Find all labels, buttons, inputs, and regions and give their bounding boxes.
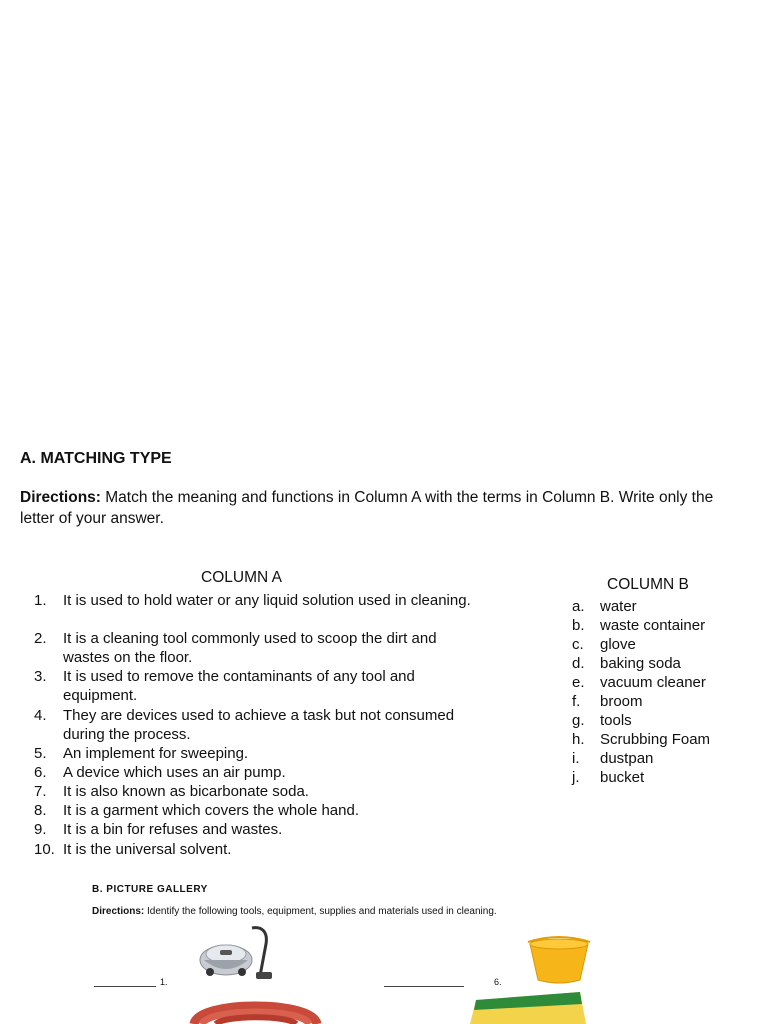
- column-b-item: [572, 673, 706, 692]
- hose-picture: [188, 994, 323, 1024]
- column-b-item: [572, 635, 636, 654]
- column-a-heading: COLUMN A: [201, 569, 282, 586]
- term-text: tools: [600, 712, 632, 729]
- scrubbing-foam-picture: [468, 990, 588, 1024]
- directions-text: Match the meaning and functions in Column A with the terms in Column B. Write only the letter of your answer.: [20, 489, 714, 527]
- term-text: Scrubbing Foam: [600, 731, 711, 748]
- answer-blank-6[interactable]: [384, 986, 464, 987]
- directions-label: Directions:: [20, 489, 101, 506]
- answer-blank-1[interactable]: [94, 986, 156, 987]
- column-b-item: [572, 654, 681, 673]
- item-text: It is used to remove the contaminants of any tool and equipment.: [63, 668, 415, 704]
- item-number: 5.: [34, 745, 47, 762]
- term-letter: g.: [572, 712, 585, 729]
- term-letter: a.: [572, 598, 585, 615]
- directions: [20, 487, 720, 529]
- term-text: water: [600, 598, 637, 615]
- item-text: They are devices used to achieve a task but not consumed during the process.: [63, 707, 455, 743]
- term-text: dustpan: [600, 750, 654, 767]
- term-letter: b.: [572, 617, 585, 634]
- column-a-item: [34, 782, 478, 801]
- term-text: bucket: [600, 769, 645, 786]
- item-number: 8.: [34, 802, 47, 819]
- column-b-item: [572, 692, 643, 711]
- column-a-item: [34, 629, 478, 667]
- column-a-item: [34, 820, 478, 839]
- term-text: glove: [600, 636, 636, 653]
- item-number: 9.: [34, 821, 47, 838]
- item-text: It is used to hold water or any liquid solution used in cleaning.: [63, 592, 471, 609]
- vacuum-cleaner-picture: [196, 924, 278, 984]
- term-text: waste container: [600, 617, 706, 634]
- column-b-item: [572, 711, 632, 730]
- section-a-title: A. MATCHING TYPE: [20, 450, 172, 467]
- directions-b: [92, 906, 497, 917]
- column-b-item: [572, 616, 705, 635]
- item-text: It is a cleaning tool commonly used to scoop the dirt and wastes on the floor.: [63, 630, 437, 666]
- column-b-item: [572, 768, 644, 787]
- column-a-item: [34, 706, 478, 744]
- term-letter: e.: [572, 674, 585, 691]
- column-b-item: [572, 730, 710, 749]
- column-b-heading: COLUMN B: [607, 576, 689, 593]
- term-letter: h.: [572, 731, 585, 748]
- column-a-item: [34, 763, 478, 782]
- section-b-title: B. PICTURE GALLERY: [92, 884, 208, 895]
- item-text: It is also known as bicarbonate soda.: [63, 783, 309, 800]
- item-text: It is the universal solvent.: [63, 841, 232, 858]
- item-number: 10.: [34, 841, 55, 858]
- item-number: 1.: [34, 592, 47, 609]
- column-a-item: [34, 667, 478, 705]
- item-text: It is a garment which covers the whole hand.: [63, 802, 359, 819]
- column-a-item: [34, 591, 478, 610]
- term-text: vacuum cleaner: [600, 674, 706, 691]
- directions-b-text: Identify the following tools, equipment, supplies and materials used in cleaning.: [144, 906, 497, 917]
- item-number: 7.: [34, 783, 47, 800]
- item-number: 4.: [34, 707, 47, 724]
- item-text: An implement for sweeping.: [63, 745, 249, 762]
- column-b-item: [572, 749, 653, 768]
- item-text: It is a bin for refuses and wastes.: [63, 821, 283, 838]
- item-number: 6.: [34, 764, 47, 781]
- directions-b-label: Directions:: [92, 906, 145, 917]
- term-text: broom: [600, 693, 643, 710]
- column-b-item: [572, 597, 637, 616]
- bucket-picture: [524, 934, 594, 986]
- picture-number-1: 1.: [160, 977, 168, 987]
- term-letter: d.: [572, 655, 585, 672]
- term-letter: c.: [572, 636, 584, 653]
- item-number: 3.: [34, 668, 47, 685]
- column-a-item: [34, 744, 478, 763]
- term-text: baking soda: [600, 655, 681, 672]
- picture-number-6: 6.: [494, 977, 502, 987]
- column-a-item: [34, 801, 478, 820]
- term-letter: j.: [572, 769, 580, 786]
- item-number: 2.: [34, 630, 47, 647]
- term-letter: f.: [572, 693, 581, 710]
- item-text: A device which uses an air pump.: [63, 764, 286, 781]
- column-a-item: [34, 840, 478, 859]
- term-letter: i.: [572, 750, 580, 767]
